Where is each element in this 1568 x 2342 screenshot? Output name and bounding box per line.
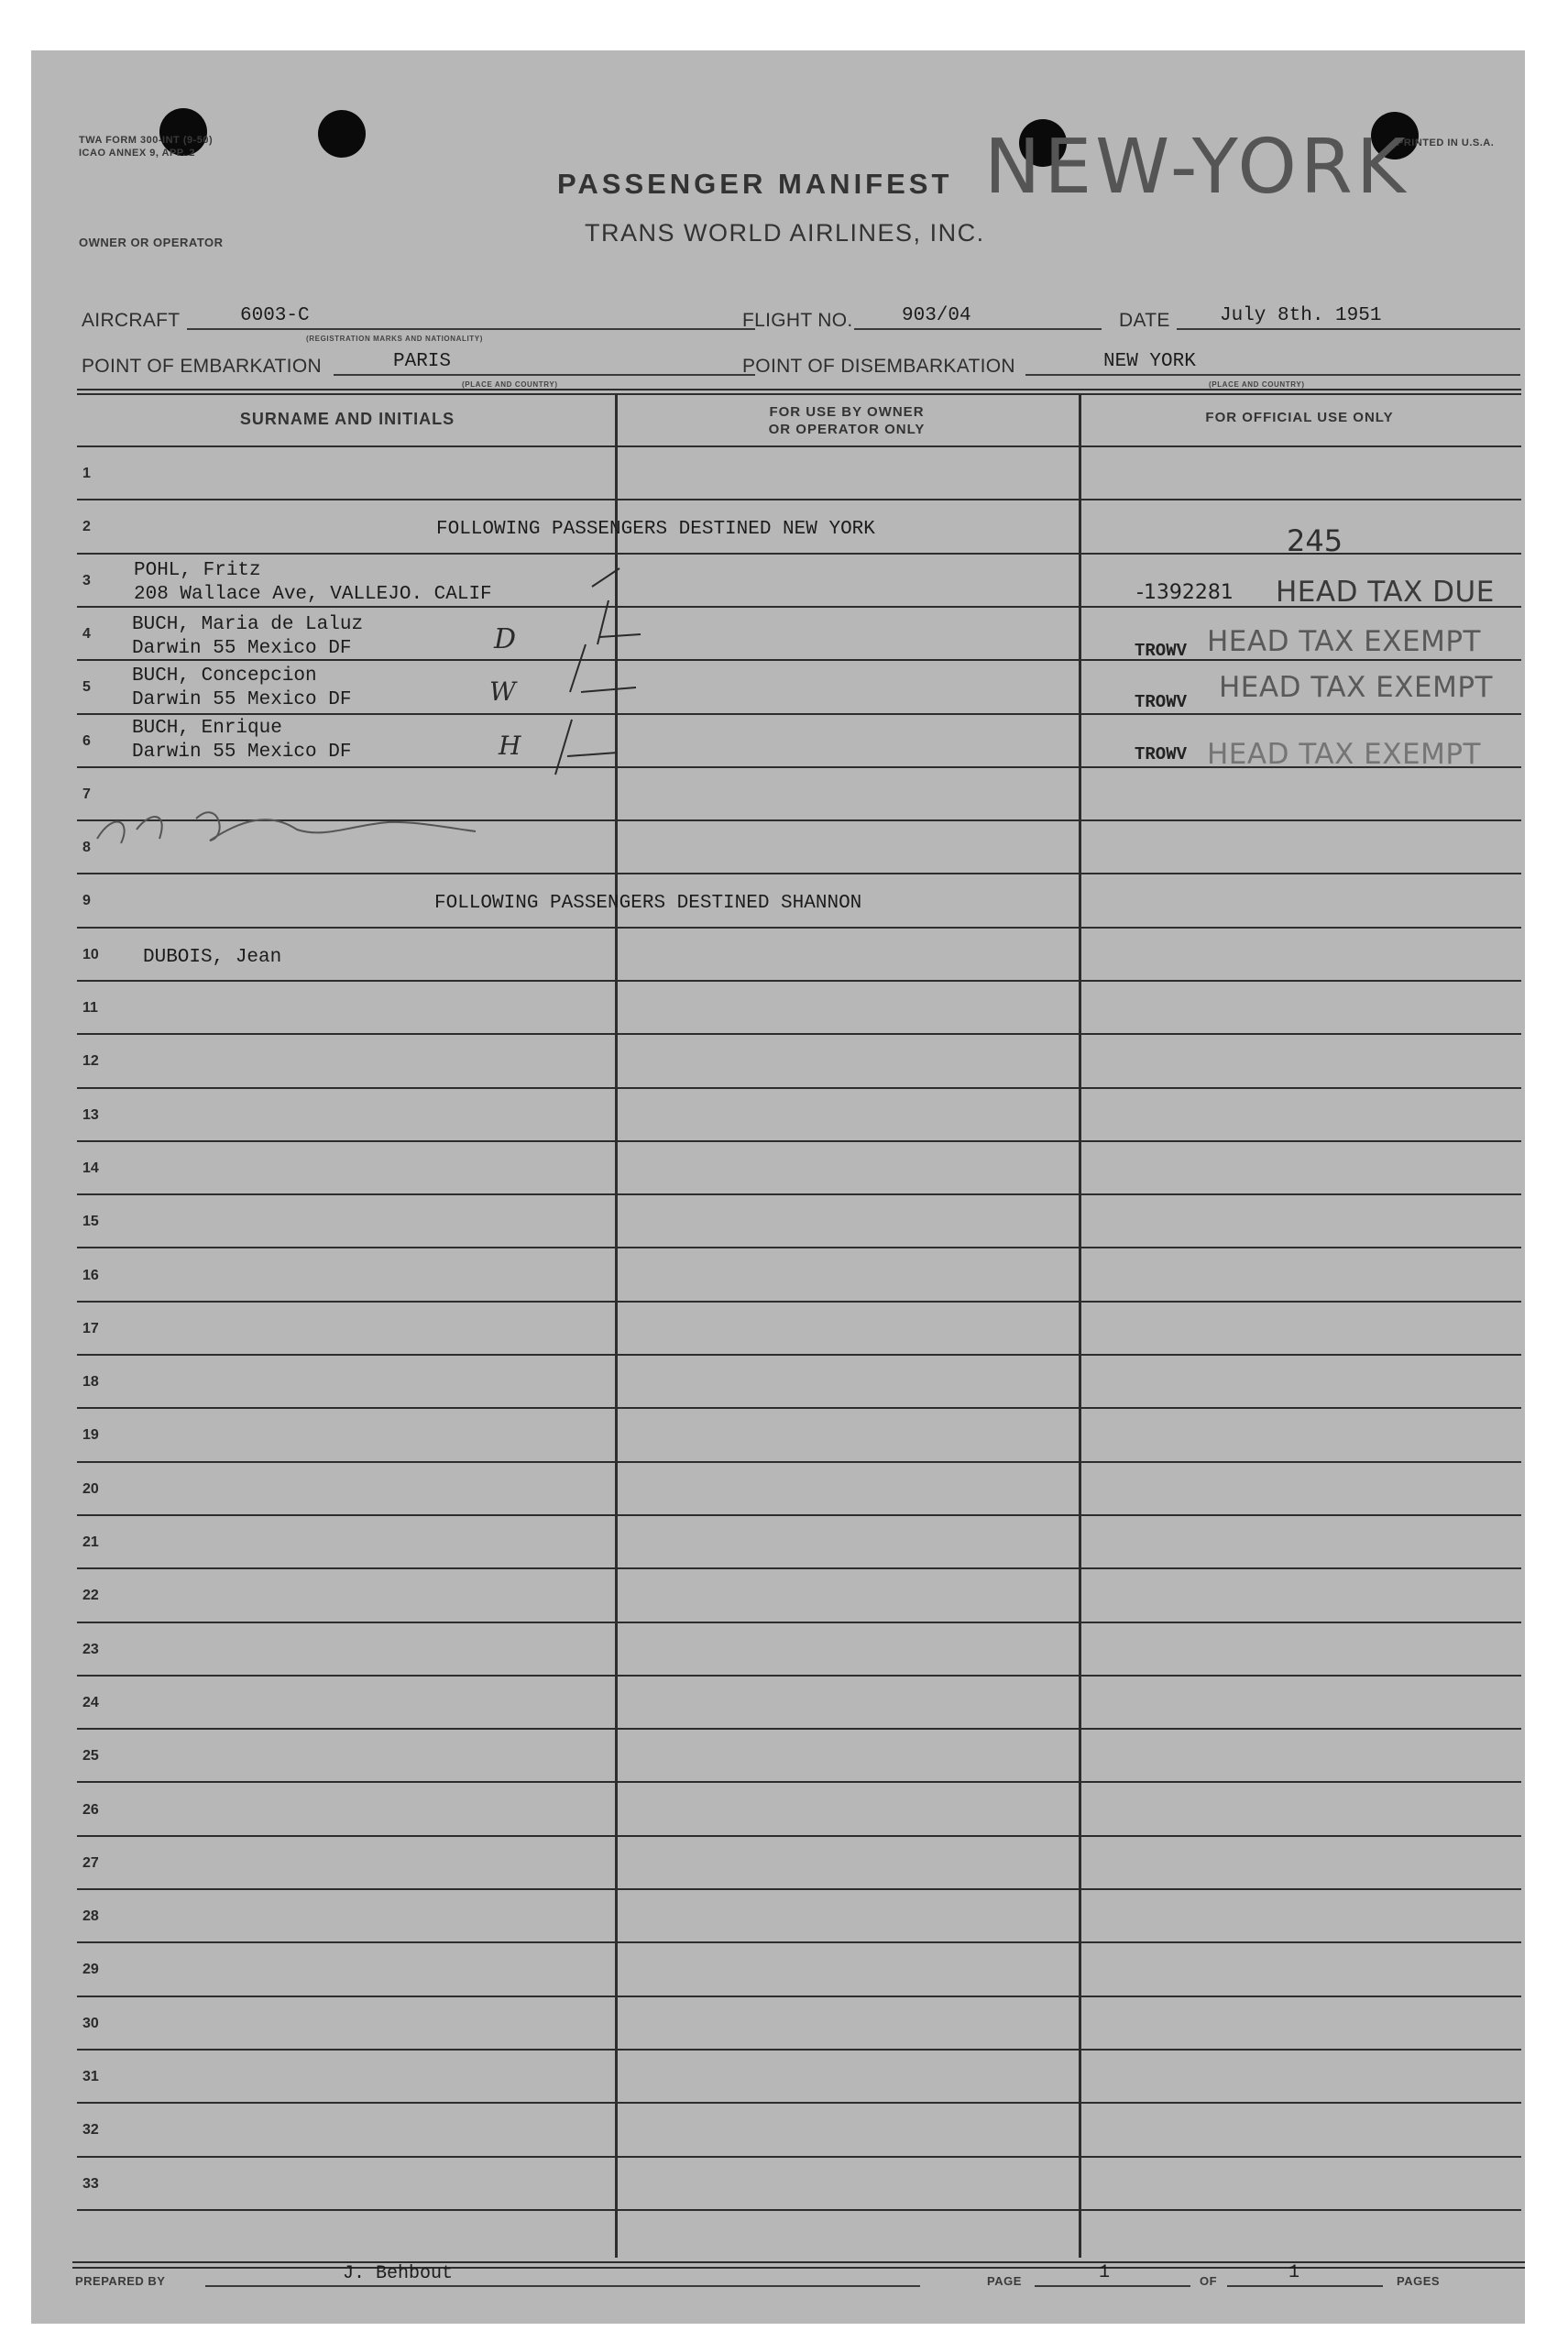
row-number: 15 xyxy=(82,1214,99,1230)
new-york-section-heading: FOLLOWING PASSENGERS DESTINED NEW YORK xyxy=(436,519,875,540)
handwritten-check-marks xyxy=(31,50,1525,2324)
owner-use-column-header: FOR USE BY OWNER xyxy=(769,404,925,420)
row-number: 17 xyxy=(82,1320,99,1336)
handwritten-mark: W xyxy=(489,676,516,707)
official-code: TROWV xyxy=(1135,744,1188,764)
prepared-by-value: J. Behbout xyxy=(343,2263,454,2284)
flight-label: FLIGHT NO. xyxy=(742,310,853,331)
prepared-by-underline xyxy=(205,2285,920,2287)
head-tax-stamp: HEAD TAX EXEMPT xyxy=(1219,671,1493,704)
row-number: 23 xyxy=(82,1641,99,1657)
passenger-name: POHL, Fritz xyxy=(134,560,261,581)
row-number: 26 xyxy=(82,1801,99,1818)
row-number: 33 xyxy=(82,2175,99,2192)
row-number: 21 xyxy=(82,1534,99,1550)
row-number: 19 xyxy=(82,1427,99,1444)
airline-name: TRANS WORLD AIRLINES, INC. xyxy=(585,219,985,247)
handwritten-mark: D xyxy=(494,623,517,655)
row-number: 9 xyxy=(82,893,91,909)
row-number: 8 xyxy=(82,840,91,856)
disembarkation-caption: (PLACE AND COUNTRY) xyxy=(1209,380,1305,389)
row-number: 14 xyxy=(82,1160,99,1176)
passenger-name: DUBOIS, Jean xyxy=(143,947,282,968)
check-mark xyxy=(555,720,618,775)
footer-rule xyxy=(72,2261,1525,2263)
prepared-by-label: PREPARED BY xyxy=(75,2274,166,2288)
manifest-title: PASSENGER MANIFEST xyxy=(557,168,953,200)
row-number: 2 xyxy=(82,519,91,535)
footer-rule xyxy=(72,2267,1525,2269)
shannon-section-heading: FOLLOWING PASSENGERS DESTINED SHANNON xyxy=(434,893,862,914)
passenger-address: Darwin 55 Mexico DF xyxy=(132,638,352,659)
page-label: PAGE xyxy=(987,2274,1022,2288)
page-underline xyxy=(1035,2285,1190,2287)
head-tax-stamp: HEAD TAX DUE xyxy=(1276,576,1495,609)
handwritten-signature xyxy=(97,812,476,843)
row-number: 29 xyxy=(82,1962,99,1978)
row-number: 5 xyxy=(82,679,91,696)
embarkation-caption: (PLACE AND COUNTRY) xyxy=(462,380,558,389)
official-use-column-header: FOR OFFICIAL USE ONLY xyxy=(1205,410,1394,425)
check-mark xyxy=(570,644,636,692)
official-code: -1392281 xyxy=(1136,581,1234,604)
pages-label: PAGES xyxy=(1397,2274,1441,2288)
registration-caption: (REGISTRATION MARKS AND NATIONALITY) xyxy=(306,335,483,343)
row-number: 30 xyxy=(82,2015,99,2031)
surname-column-header: SURNAME AND INITIALS xyxy=(239,410,455,428)
date-value: July 8th. 1951 xyxy=(1220,305,1382,326)
passenger-address: 208 Wallace Ave, VALLEJO. CALIF xyxy=(134,584,492,605)
row-number: 20 xyxy=(82,1480,99,1497)
row-number: 24 xyxy=(82,1694,99,1710)
owner-operator-label: OWNER OR OPERATOR xyxy=(79,236,224,249)
passenger-name: BUCH, Maria de Laluz xyxy=(132,614,364,635)
page-number: 1 xyxy=(1099,2262,1111,2283)
total-pages: 1 xyxy=(1288,2262,1300,2283)
row-number: 32 xyxy=(82,2122,99,2139)
total-pages-underline xyxy=(1227,2285,1383,2287)
of-label: OF xyxy=(1200,2274,1218,2288)
row-number: 7 xyxy=(82,786,91,802)
head-tax-stamp: HEAD TAX EXEMPT xyxy=(1207,738,1481,771)
date-label: DATE xyxy=(1119,310,1170,331)
row-number: 1 xyxy=(82,466,91,481)
row-number: 11 xyxy=(82,1000,98,1016)
row-number: 13 xyxy=(82,1106,99,1123)
manifest-sheet xyxy=(31,50,1525,2324)
head-tax-stamp: HEAD TAX EXEMPT xyxy=(1207,625,1481,658)
row-number: 22 xyxy=(82,1588,99,1604)
embarkation-label: POINT OF EMBARKATION xyxy=(82,356,322,377)
passenger-address: Darwin 55 Mexico DF xyxy=(132,742,352,763)
check-mark xyxy=(592,568,620,587)
row-number: 6 xyxy=(82,732,91,749)
aircraft-label: AIRCRAFT xyxy=(82,310,181,331)
handwritten-mark: H xyxy=(499,731,521,761)
printed-note: PRINTED IN U.S.A. xyxy=(1397,137,1495,148)
row-number: 4 xyxy=(82,625,91,642)
passenger-name: BUCH, Enrique xyxy=(132,718,282,739)
row-number: 31 xyxy=(82,2069,99,2084)
passenger-name: BUCH, Concepcion xyxy=(132,665,317,687)
disembarkation-value: NEW YORK xyxy=(1103,351,1196,372)
icao-reference: ICAO ANNEX 9, APP. 2 xyxy=(79,148,195,159)
row-number: 28 xyxy=(82,1908,99,1925)
row-number: 25 xyxy=(82,1748,99,1765)
check-mark xyxy=(598,600,641,644)
form-number: TWA FORM 300-INT (9-50) xyxy=(79,135,214,146)
row-number: 3 xyxy=(82,572,91,588)
row-number: 18 xyxy=(82,1374,99,1391)
disembarkation-label: POINT OF DISEMBARKATION xyxy=(742,356,1015,377)
row-number: 27 xyxy=(82,1854,99,1871)
new-york-stamp: NEW-YORK xyxy=(984,124,1409,211)
official-code: TROWV xyxy=(1135,641,1188,661)
aircraft-value: 6003-C xyxy=(240,305,310,326)
row-number: 10 xyxy=(82,946,99,962)
row-number: 12 xyxy=(82,1053,99,1070)
passenger-address: Darwin 55 Mexico DF xyxy=(132,689,352,710)
flight-value: 903/04 xyxy=(902,305,971,326)
embarkation-value: PARIS xyxy=(393,351,452,372)
owner-use-column-header-line2: OR OPERATOR ONLY xyxy=(768,422,926,437)
official-code: TROWV xyxy=(1135,692,1188,712)
row-number: 16 xyxy=(82,1267,99,1283)
official-count: 245 xyxy=(1287,523,1343,558)
